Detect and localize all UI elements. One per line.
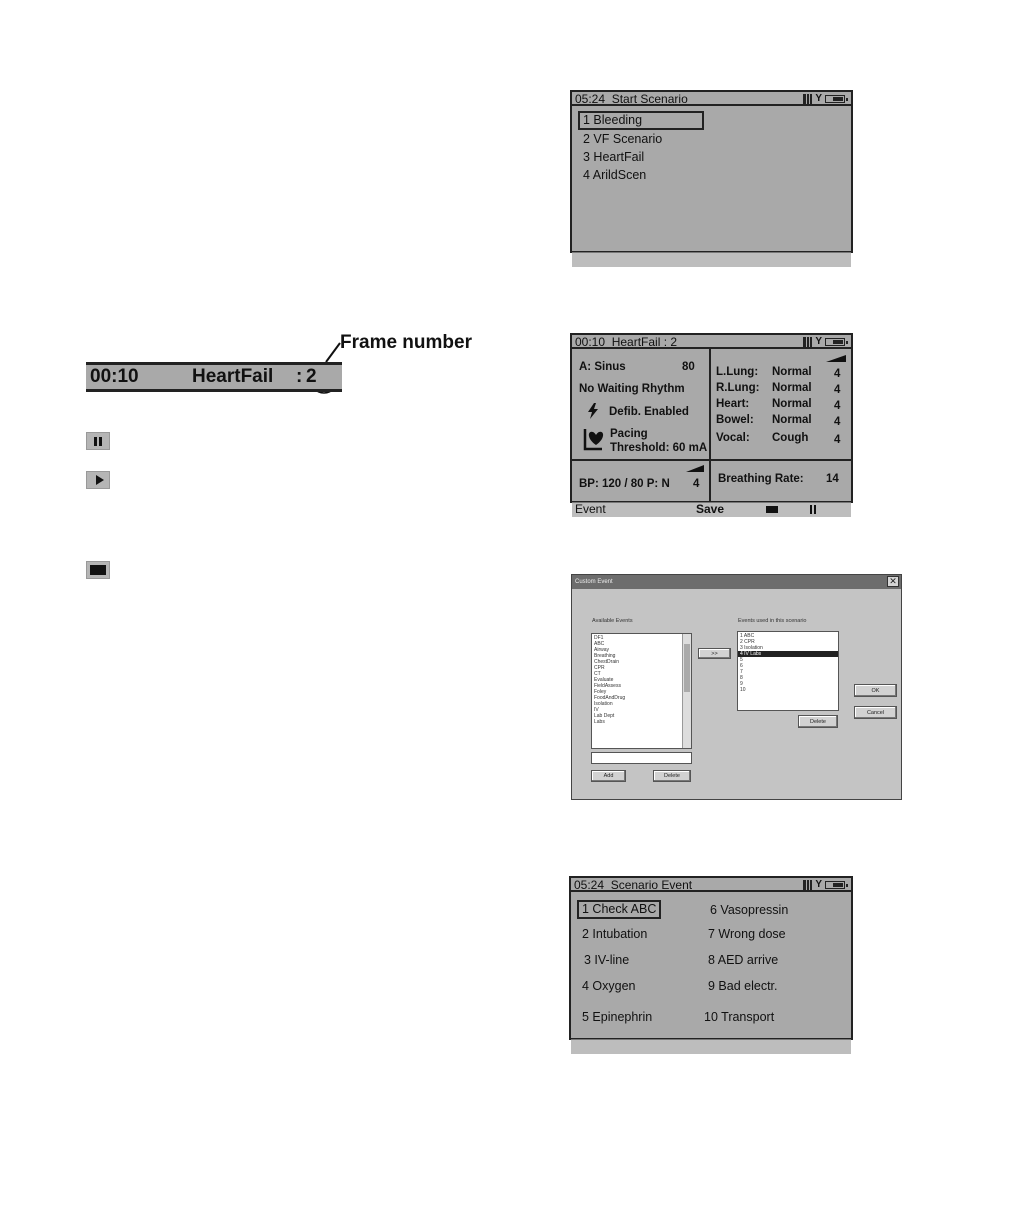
event-item-10[interactable]: 10 Transport <box>704 1010 775 1024</box>
start-scenario-screen <box>570 90 853 253</box>
sound-value-2: Normal <box>772 382 812 394</box>
stop-icon[interactable] <box>766 506 778 513</box>
battery-icon <box>825 95 845 103</box>
new-event-input[interactable] <box>591 752 692 764</box>
volume-ramp-icon <box>826 355 846 362</box>
available-events-label: Available Events <box>592 618 633 624</box>
frame-number: 2 <box>306 366 317 387</box>
antenna-icon: Y <box>815 335 822 347</box>
defib-status: Defib. Enabled <box>609 406 689 418</box>
available-event-item[interactable]: FieldAssess <box>594 683 621 689</box>
column-divider <box>709 349 711 501</box>
frame-number-label: Frame number <box>340 332 472 353</box>
heartfail-screen <box>570 333 853 516</box>
pause-icon <box>94 437 102 446</box>
scenario-item-2[interactable]: 2 VF Scenario <box>583 132 663 146</box>
scenario-item-1[interactable]: 1 Bleeding <box>578 111 704 130</box>
softkey-strip <box>572 502 851 517</box>
save-softkey[interactable]: Save <box>696 502 725 516</box>
scrollbar[interactable] <box>682 634 691 748</box>
used-event-item[interactable]: 1 ABC <box>740 633 755 639</box>
screen-title: HeartFail : 2 <box>611 335 678 349</box>
available-event-item[interactable]: Foley <box>594 689 607 695</box>
available-event-item[interactable]: Airway <box>594 647 610 653</box>
battery-icon <box>825 338 845 346</box>
sound-value-4: Normal <box>772 414 812 426</box>
signal-icon <box>803 94 812 104</box>
screen-title: Scenario Event <box>610 878 693 892</box>
add-button[interactable]: Add <box>591 770 626 782</box>
breathing-rate-value: 14 <box>826 473 839 485</box>
sound-level-1: 4 <box>834 368 841 380</box>
available-events-list[interactable] <box>591 633 692 749</box>
used-event-item[interactable]: 7 <box>740 669 743 675</box>
softkey-strip <box>572 252 851 267</box>
scenario-item-4[interactable]: 4 ArildScen <box>583 168 647 182</box>
rhythm-value: 80 <box>682 361 695 373</box>
screen-title: Start Scenario <box>611 92 688 106</box>
play-button[interactable] <box>86 471 110 489</box>
event-item-2[interactable]: 2 Intubation <box>582 927 648 941</box>
scenario-event-screen <box>569 876 853 1040</box>
play-icon <box>96 475 104 485</box>
pause-icon[interactable] <box>810 505 816 514</box>
heart-pacing-icon <box>582 425 608 451</box>
available-event-item[interactable]: DF1 <box>594 635 604 641</box>
sound-value-1: Normal <box>772 366 812 378</box>
scenario-item-3[interactable]: 3 HeartFail <box>583 150 645 164</box>
screen-title-bar <box>571 878 851 892</box>
rhythm-label: A: Sinus <box>579 361 626 373</box>
event-item-8[interactable]: 8 AED arrive <box>708 953 779 967</box>
available-event-item[interactable]: IV <box>594 707 599 713</box>
used-event-item[interactable]: 3 Isolation <box>740 645 763 651</box>
sound-label-5: Vocal: <box>716 432 750 444</box>
pulse-level: 4 <box>693 478 700 490</box>
breathing-rate-label: Breathing Rate: <box>718 473 804 485</box>
clock: 00:10 <box>575 335 606 349</box>
pacing-threshold: Threshold: 60 mA <box>610 442 708 454</box>
sound-level-5: 4 <box>834 434 841 446</box>
sound-label-3: Heart: <box>716 398 750 410</box>
used-event-item[interactable]: 5 <box>740 657 743 663</box>
clock: 05:24 <box>574 878 605 892</box>
battery-icon <box>825 881 845 889</box>
antenna-icon: Y <box>815 92 822 104</box>
dialog-title-bar <box>572 575 901 589</box>
event-item-6[interactable]: 6 Vasopressin <box>710 903 789 917</box>
used-event-item[interactable]: 4 IV Labs <box>738 651 838 657</box>
stop-button[interactable] <box>86 561 110 579</box>
event-item-3[interactable]: 3 IV-line <box>584 953 630 967</box>
sound-level-4: 4 <box>834 416 841 428</box>
volume-ramp-icon <box>686 465 704 472</box>
used-event-item[interactable]: 9 <box>740 681 743 687</box>
event-item-9[interactable]: 9 Bad electr. <box>708 979 778 993</box>
ok-button[interactable]: OK <box>854 684 897 697</box>
screen-title-bar <box>572 92 851 106</box>
event-item-4[interactable]: 4 Oxygen <box>582 979 636 993</box>
used-events-label: Events used in this scenario <box>738 618 807 624</box>
clock: 05:24 <box>575 92 606 106</box>
softkey-strip <box>571 1039 851 1054</box>
screen-title-bar <box>572 335 851 349</box>
available-event-item[interactable]: CT <box>594 671 601 677</box>
sound-level-2: 4 <box>834 384 841 396</box>
sound-label-1: L.Lung: <box>716 366 759 378</box>
event-softkey[interactable]: Event <box>575 502 606 516</box>
used-event-item[interactable]: 2 CPR <box>740 639 755 645</box>
lightning-icon <box>586 403 600 419</box>
stop-icon <box>90 565 106 575</box>
pacing-label: Pacing <box>610 428 648 440</box>
elapsed-time: 00:10 <box>90 366 139 387</box>
event-item-7[interactable]: 7 Wrong dose <box>708 927 786 941</box>
signal-icon <box>803 880 812 890</box>
available-event-item[interactable]: CPR <box>594 665 605 671</box>
available-event-item[interactable]: ChestDrain <box>594 659 620 665</box>
event-item-5[interactable]: 5 Epinephrin <box>582 1010 653 1024</box>
scenario-name: HeartFail <box>192 366 274 387</box>
sound-label-2: R.Lung: <box>716 382 760 394</box>
sound-level-3: 4 <box>834 400 841 412</box>
waiting-rhythm: No Waiting Rhythm <box>579 383 685 395</box>
status-bar-example <box>86 362 342 392</box>
dialog-title: Custom Event <box>575 579 613 585</box>
sound-label-4: Bowel: <box>716 414 754 426</box>
available-event-item[interactable]: Isolation <box>594 701 613 707</box>
used-event-item[interactable]: 6 <box>740 663 743 669</box>
pause-button[interactable] <box>86 432 110 450</box>
available-event-item[interactable]: ABC <box>594 641 605 647</box>
close-icon[interactable]: ✕ <box>887 576 899 587</box>
antenna-icon: Y <box>815 878 822 890</box>
available-event-item[interactable]: Lab Dept <box>594 713 615 719</box>
frame-separator: : <box>296 366 303 387</box>
signal-icon <box>803 337 812 347</box>
available-event-item[interactable]: Labs <box>594 719 605 725</box>
event-item-1[interactable]: 1 Check ABC <box>577 900 661 919</box>
sound-value-3: Normal <box>772 398 812 410</box>
available-event-item[interactable]: FoodAndDrug <box>594 695 626 701</box>
delete-available-button[interactable]: Delete <box>653 770 691 782</box>
cancel-button[interactable]: Cancel <box>854 706 897 719</box>
used-event-item[interactable]: 10 <box>740 687 746 693</box>
row-divider <box>572 459 851 461</box>
sound-value-5: Cough <box>772 432 809 444</box>
available-event-item[interactable]: Breathing <box>594 653 616 659</box>
delete-used-button[interactable]: Delete <box>798 715 838 728</box>
blood-pressure: BP: 120 / 80 P: N <box>579 478 670 490</box>
used-event-item[interactable]: 8 <box>740 675 743 681</box>
custom-event-dialog <box>571 574 902 800</box>
move-to-scenario-button[interactable]: >> <box>698 648 731 659</box>
used-events-list[interactable] <box>737 631 839 711</box>
available-event-item[interactable]: Evaluate <box>594 677 614 683</box>
